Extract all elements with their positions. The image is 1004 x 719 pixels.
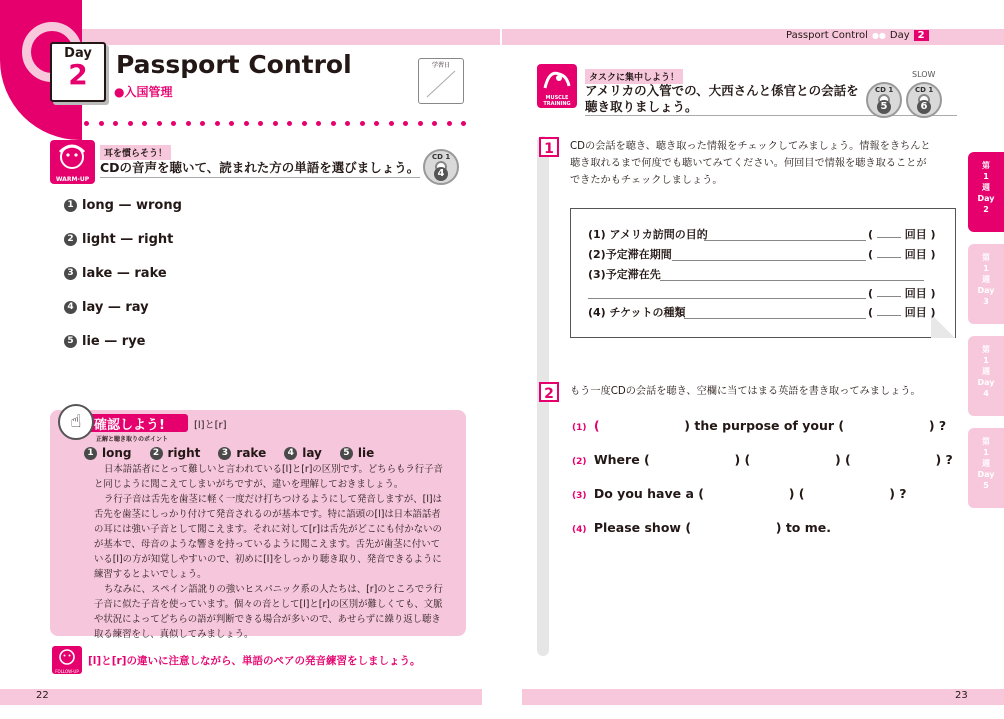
tab-char: 週 <box>982 367 990 376</box>
answer-line[interactable] <box>684 318 866 319</box>
para-line: 子音に似た子音を使っています。個々の音として[l]と[r]の区別が難しくても、文脈 <box>94 599 443 610</box>
tab-char: 週 <box>982 459 990 468</box>
divider-dot <box>99 121 104 126</box>
day-badge-label: Day <box>64 46 92 61</box>
tab-char: 5 <box>983 481 989 490</box>
answer-word: right <box>167 446 201 460</box>
cd-icon <box>906 82 942 118</box>
sentence-part: ) ( <box>788 486 805 501</box>
training-heading-2: 聴き取りましょう。 <box>585 99 698 114</box>
tab-char: 第 <box>982 437 990 446</box>
training-icon-text: MUSCLE TRAINING <box>543 95 571 107</box>
divider-dot <box>244 121 249 126</box>
divider-dot <box>331 121 336 126</box>
study-date-label: 学習日 <box>431 62 450 69</box>
tab-char: Day <box>977 194 995 203</box>
count-field[interactable]: ( 回目 ) <box>868 228 936 241</box>
explanation-text <box>94 462 444 642</box>
question-row <box>572 520 831 535</box>
followup-text: [l]と[r]の違いに注意しながら、単語のペアの発音練習をしましょう。 <box>88 655 421 667</box>
divider-dot <box>287 121 292 126</box>
word-pair-text: lie — rye <box>82 334 146 349</box>
side-tab[interactable] <box>968 428 1004 508</box>
confirm-small: 正解と聴き取りのポイント <box>96 436 169 443</box>
cd-track: 4 <box>434 167 448 181</box>
question-number: (4) <box>572 525 587 535</box>
answer-line[interactable] <box>704 240 866 241</box>
para-line: 取る練習をし、真似してみましょう。 <box>94 629 254 640</box>
answer-word: lie <box>357 446 375 460</box>
divider-dot <box>157 121 162 126</box>
task2-instruction: もう一度CDの会話を聴き、空欄に当てはまる英語を書き取ってみましょう。 <box>570 386 921 397</box>
side-tab-active[interactable] <box>968 152 1004 232</box>
answer-word: long <box>102 446 132 460</box>
para-line: ちなみに、スペイン語訛りの強いヒスパニック系の人たちは、[r]のところでラ行 <box>104 584 443 595</box>
tab-char: 1 <box>983 264 989 273</box>
row-label: (2)予定滞在期間 <box>588 248 672 261</box>
tab-char: 4 <box>983 389 989 398</box>
training-tag-text: タスクに集中しよう！ <box>585 69 683 84</box>
item-number: 1 <box>84 447 97 460</box>
slow-label: SLOW <box>912 70 936 79</box>
cd-label: CD 1 <box>915 86 934 94</box>
page-number-right: 23 <box>955 690 968 701</box>
item-number: 1 <box>64 199 77 212</box>
tab-char: 週 <box>982 183 990 192</box>
row-label: (4) チケットの種類 <box>588 306 686 319</box>
divider-dot <box>302 121 307 126</box>
warmup-instruction: CDの音声を聴いて、読まれた方の単語を選びましょう。 <box>100 160 420 175</box>
item-number: 5 <box>64 335 77 348</box>
cd-label: CD 1 <box>432 153 451 161</box>
word-pair-text: lake — rake <box>82 266 167 281</box>
para-line: の耳には強い子音として聞こえます。それに対して[r]は舌先がどこにも付かないの <box>94 524 442 535</box>
answer-item <box>150 446 201 460</box>
divider-dot <box>171 121 176 126</box>
item-number: 3 <box>218 447 231 460</box>
sentence-part: ) ( <box>734 452 751 467</box>
divider-dot <box>403 121 408 126</box>
task2-number: 2 <box>539 382 559 402</box>
cd-icon <box>423 149 459 185</box>
item-number: 3 <box>64 267 77 280</box>
divider-dot <box>142 121 147 126</box>
tab-char: 1 <box>983 172 989 181</box>
task1-instruction <box>570 138 948 189</box>
question-row <box>572 452 953 467</box>
count-field[interactable]: ( 回目 ) <box>868 287 936 300</box>
warmup-icon <box>50 140 95 184</box>
tab-char: 週 <box>982 275 990 284</box>
instruction-line: 聴き取れるまで何度でも聴いてみてください。何回目で情報を聴き取ることが <box>570 158 927 169</box>
divider-dot <box>316 121 321 126</box>
day-badge <box>50 42 106 102</box>
training-heading-1: アメリカの入管での、大西さんと係官との会話を <box>585 83 859 98</box>
flexing-arm-icon <box>537 64 577 96</box>
warmup-underline <box>100 177 420 178</box>
running-day-label: Day <box>889 30 910 41</box>
para-line: いる[l]の方が知覚しやすいので、初めに[l]をしっかり聴き取り、発音できるように <box>94 554 442 565</box>
page-title: Passport Control <box>116 50 352 79</box>
bottom-left-bar <box>0 689 482 705</box>
count-label: 回目 <box>904 287 927 300</box>
day-badge-num: 2 <box>68 58 88 91</box>
blank-open[interactable]: ( <box>593 418 600 433</box>
word-pair[interactable] <box>64 300 149 315</box>
answer-item <box>284 446 322 460</box>
study-date-slash-icon <box>419 67 463 101</box>
task1-number: 1 <box>539 137 559 157</box>
sentence-part: ) ( <box>834 452 851 467</box>
answer-item <box>340 446 374 460</box>
right-top-bar <box>502 29 1004 45</box>
para-line: や状況によってどちらの語が判断できる場合が多いので、あせらずに繰り返し聴き <box>94 614 441 625</box>
divider-dot <box>229 121 234 126</box>
divider-dot <box>84 121 89 126</box>
word-pair[interactable] <box>64 198 182 213</box>
divider-dot <box>360 121 365 126</box>
answer-line[interactable] <box>672 260 866 261</box>
count-label: 回目 <box>904 306 927 319</box>
sentence-part: ) to me. <box>775 520 831 535</box>
cd-icon <box>866 82 902 118</box>
check-row <box>588 226 708 242</box>
row-label: (3)予定滞在先 <box>588 268 661 281</box>
tab-char: Day <box>977 286 995 295</box>
listening-face-icon <box>50 140 95 174</box>
tab-char: 1 <box>983 356 989 365</box>
divider-dot <box>258 121 263 126</box>
tab-char: 第 <box>982 345 990 354</box>
check-row <box>588 304 686 320</box>
divider-dot <box>447 121 452 126</box>
divider-dot <box>345 121 350 126</box>
confirm-hand-icon: ☝ <box>58 404 94 440</box>
count-label: 回目 <box>904 248 927 261</box>
running-title: Passport Control <box>786 30 868 41</box>
training-icon <box>537 64 577 108</box>
training-underline <box>585 115 957 116</box>
tab-char: 第 <box>982 253 990 262</box>
answer-word: lay <box>302 446 322 460</box>
divider-dot <box>418 121 423 126</box>
left-top-bar <box>60 29 500 45</box>
study-date-box[interactable] <box>418 58 464 104</box>
page-number-left: 22 <box>36 690 49 701</box>
warmup-tag-text: 耳を慣らそう！ <box>100 145 171 160</box>
sentence-part: ) ? <box>935 452 953 467</box>
divider-dot <box>432 121 437 126</box>
item-number: 2 <box>150 447 163 460</box>
item-number: 4 <box>284 447 297 460</box>
word-pair[interactable] <box>64 334 145 349</box>
instruction-line: できたかもチェックしましょう。 <box>570 175 723 186</box>
cd-label: CD 1 <box>875 86 894 94</box>
warmup-icon-text: WARM-UP <box>55 176 90 183</box>
item-number: 5 <box>340 447 353 460</box>
check-row <box>588 246 672 262</box>
tab-char: 1 <box>983 448 989 457</box>
sentence-part: ) the purpose of your ( <box>684 418 845 433</box>
side-tab[interactable] <box>968 244 1004 324</box>
para-line: が基本で、母音のような響きを持っているように聞こえます。舌先が歯茎に付いて <box>94 539 440 550</box>
sentence-part: ) ? <box>889 486 907 501</box>
question-row <box>572 486 907 501</box>
count-label: 回目 <box>904 228 927 241</box>
row-label: (1) アメリカ訪問の目的 <box>588 228 708 241</box>
count-field[interactable]: ( 回目 ) <box>868 306 936 319</box>
para-line: 練習するとよいでしょう。 <box>94 569 207 580</box>
item-number: 2 <box>64 233 77 246</box>
confirm-title: 確認しよう! <box>94 418 165 433</box>
word-pair-text: long — wrong <box>82 198 182 213</box>
header-dots: ●● <box>871 31 886 40</box>
para-line: と同じように聞こえてしまいがちですが、違いを理解しておきましょう。 <box>94 479 404 490</box>
word-pair-text: light — right <box>82 232 174 247</box>
bottom-right-bar <box>522 689 1004 705</box>
tab-char: 第 <box>982 161 990 170</box>
page-subtitle: ●入国管理 <box>114 85 173 99</box>
sentence-part: ) ? <box>928 418 947 433</box>
followup-icon <box>52 646 82 674</box>
answer-word: rake <box>236 446 267 460</box>
question-number: (3) <box>572 491 587 501</box>
item-number: 4 <box>64 301 77 314</box>
tab-char: Day <box>977 378 995 387</box>
tab-char: 3 <box>983 297 989 306</box>
divider-dot <box>273 121 278 126</box>
side-tab[interactable] <box>968 336 1004 416</box>
divider-dot <box>113 121 118 126</box>
speaking-face-icon <box>52 646 82 668</box>
question-number: (2) <box>572 457 587 467</box>
answer-line[interactable] <box>660 280 924 281</box>
answer-list <box>84 446 374 460</box>
word-pair[interactable] <box>64 232 173 247</box>
para-line: 舌先を歯茎にしっかり付けて発音されるのが基本です。特に語頭の[l]は日本語話者 <box>94 509 441 520</box>
divider-dot <box>128 121 133 126</box>
answer-item <box>84 446 132 460</box>
count-field[interactable]: ( 回目 ) <box>868 248 936 261</box>
sentence-part: Where ( <box>593 452 650 467</box>
answer-line[interactable] <box>588 298 866 299</box>
divider-dot <box>389 121 394 126</box>
divider-dot <box>215 121 220 126</box>
answer-item <box>218 446 266 460</box>
divider-dot <box>461 121 466 126</box>
running-day-num: 2 <box>914 30 929 41</box>
tab-char: Day <box>977 470 995 479</box>
cd-track: 5 <box>877 100 891 114</box>
divider-dot <box>374 121 379 126</box>
word-pair[interactable] <box>64 266 167 281</box>
para-line: ラ行子音は舌先を歯茎に軽く一度だけ打ちつけるようにして発音しますが、[l]は <box>104 494 442 505</box>
word-pair-text: lay — ray <box>82 300 149 315</box>
running-header <box>786 30 929 41</box>
question-row <box>572 418 946 433</box>
confirm-subtitle: [l]と[r] <box>194 420 227 431</box>
followup-icon-text: FOLLOW-UP <box>55 669 79 674</box>
sentence-part: Do you have a ( <box>593 486 704 501</box>
instruction-line: CDの会話を聴き、聴き取った情報をチェックしてみましょう。情報をきちんと <box>570 141 931 152</box>
para-line: 日本語話者にとって難しいと言われている[l]と[r]の区別です。どちらもラ行子音 <box>104 464 443 475</box>
divider-dot <box>186 121 191 126</box>
question-number: (1) <box>572 423 587 433</box>
cd-track: 6 <box>917 100 931 114</box>
sentence-part: Please show ( <box>593 520 692 535</box>
check-row <box>588 266 661 282</box>
divider-dot <box>200 121 205 126</box>
tab-char: 2 <box>983 205 989 214</box>
